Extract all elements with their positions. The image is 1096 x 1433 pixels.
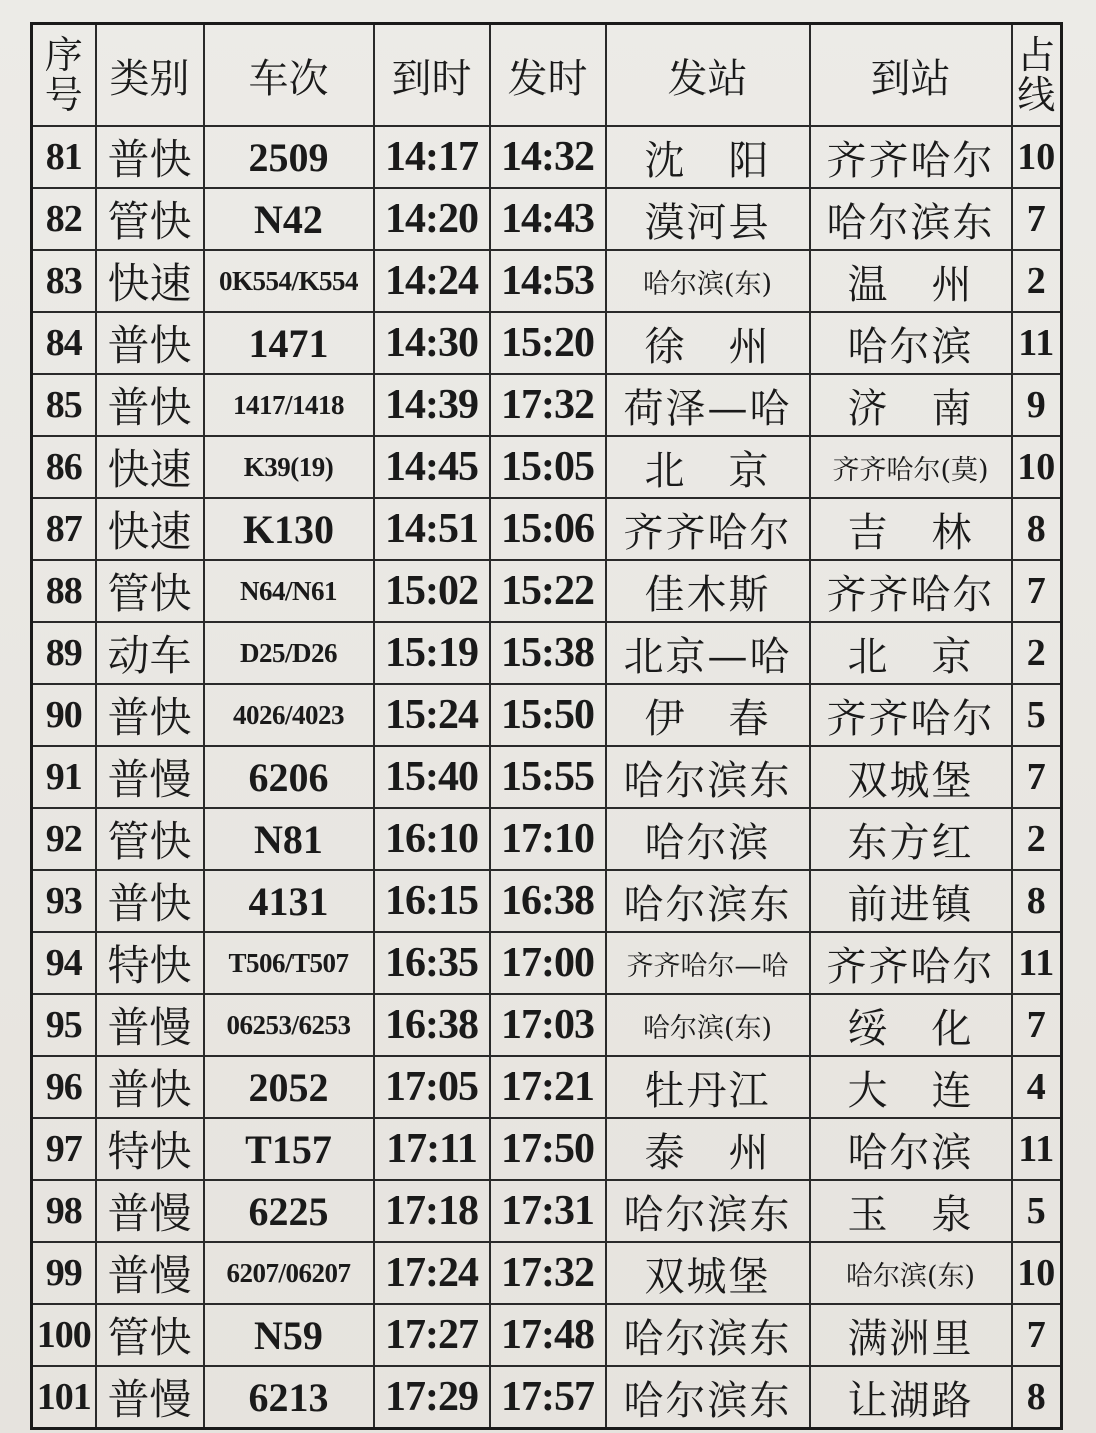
table-row <box>32 374 1062 436</box>
cell-platform: 4 <box>1012 1056 1062 1118</box>
cell-to: 哈尔滨 <box>810 312 1012 374</box>
cell-depart: 15:06 <box>490 498 606 560</box>
cell-train: T506/T507 <box>204 932 374 994</box>
cell-train: T157 <box>204 1118 374 1180</box>
cell-from: 荷泽—哈 <box>606 374 810 436</box>
table-row <box>32 436 1062 498</box>
cell-category: 普慢 <box>96 1242 204 1304</box>
cell-arrive: 14:20 <box>374 188 490 250</box>
cell-arrive: 14:24 <box>374 250 490 312</box>
table-row <box>32 1180 1062 1242</box>
cell-to: 齐齐哈尔 <box>810 126 1012 188</box>
table-header <box>32 24 1062 127</box>
cell-from: 沈 阳 <box>606 126 810 188</box>
cell-train: 06253/6253 <box>204 994 374 1056</box>
cell-train: 6206 <box>204 746 374 808</box>
cell-seq: 95 <box>32 994 96 1056</box>
cell-depart: 17:50 <box>490 1118 606 1180</box>
cell-from: 哈尔滨东 <box>606 870 810 932</box>
cell-category: 普快 <box>96 870 204 932</box>
cell-seq: 86 <box>32 436 96 498</box>
train-timetable <box>30 22 1063 1430</box>
cell-depart: 17:32 <box>490 1242 606 1304</box>
cell-seq: 81 <box>32 126 96 188</box>
cell-platform: 2 <box>1012 622 1062 684</box>
cell-from: 佳木斯 <box>606 560 810 622</box>
cell-from: 齐齐哈尔—哈 <box>606 932 810 994</box>
table-row <box>32 1056 1062 1118</box>
cell-to: 济 南 <box>810 374 1012 436</box>
cell-train: K130 <box>204 498 374 560</box>
cell-to: 齐齐哈尔(莫) <box>810 436 1012 498</box>
cell-train: 2509 <box>204 126 374 188</box>
cell-arrive: 17:05 <box>374 1056 490 1118</box>
cell-depart: 17:32 <box>490 374 606 436</box>
cell-train: 0K554/K554 <box>204 250 374 312</box>
cell-arrive: 14:39 <box>374 374 490 436</box>
cell-depart: 14:43 <box>490 188 606 250</box>
cell-depart: 16:38 <box>490 870 606 932</box>
cell-platform: 5 <box>1012 1180 1062 1242</box>
cell-seq: 93 <box>32 870 96 932</box>
cell-platform: 7 <box>1012 560 1062 622</box>
cell-seq: 97 <box>32 1118 96 1180</box>
cell-platform: 7 <box>1012 1304 1062 1366</box>
cell-depart: 15:38 <box>490 622 606 684</box>
cell-category: 动车 <box>96 622 204 684</box>
cell-seq: 90 <box>32 684 96 746</box>
cell-depart: 17:10 <box>490 808 606 870</box>
cell-arrive: 14:45 <box>374 436 490 498</box>
cell-arrive: 14:17 <box>374 126 490 188</box>
cell-to: 让湖路 <box>810 1366 1012 1429</box>
cell-category: 普慢 <box>96 1180 204 1242</box>
cell-arrive: 17:11 <box>374 1118 490 1180</box>
cell-depart: 15:50 <box>490 684 606 746</box>
table-row <box>32 560 1062 622</box>
table-row <box>32 932 1062 994</box>
cell-platform: 2 <box>1012 250 1062 312</box>
cell-category: 普慢 <box>96 746 204 808</box>
cell-to: 哈尔滨 <box>810 1118 1012 1180</box>
cell-platform: 11 <box>1012 312 1062 374</box>
cell-platform: 10 <box>1012 436 1062 498</box>
cell-train: N64/N61 <box>204 560 374 622</box>
cell-arrive: 15:02 <box>374 560 490 622</box>
cell-arrive: 14:30 <box>374 312 490 374</box>
table-row <box>32 870 1062 932</box>
cell-seq: 91 <box>32 746 96 808</box>
table-row <box>32 684 1062 746</box>
cell-train: 4131 <box>204 870 374 932</box>
cell-category: 普快 <box>96 126 204 188</box>
header-seq: 序号 <box>32 24 96 127</box>
cell-seq: 87 <box>32 498 96 560</box>
cell-arrive: 15:19 <box>374 622 490 684</box>
cell-category: 普快 <box>96 1056 204 1118</box>
cell-from: 牡丹江 <box>606 1056 810 1118</box>
cell-train: 1417/1418 <box>204 374 374 436</box>
cell-train: D25/D26 <box>204 622 374 684</box>
cell-category: 快速 <box>96 498 204 560</box>
cell-from: 哈尔滨东 <box>606 1304 810 1366</box>
table-row <box>32 250 1062 312</box>
cell-platform: 5 <box>1012 684 1062 746</box>
cell-arrive: 15:40 <box>374 746 490 808</box>
cell-to: 哈尔滨(东) <box>810 1242 1012 1304</box>
cell-to: 齐齐哈尔 <box>810 932 1012 994</box>
cell-category: 普快 <box>96 374 204 436</box>
cell-to: 温 州 <box>810 250 1012 312</box>
cell-platform: 11 <box>1012 1118 1062 1180</box>
cell-category: 管快 <box>96 808 204 870</box>
header-arrive: 到时 <box>374 24 490 127</box>
cell-depart: 15:05 <box>490 436 606 498</box>
cell-arrive: 15:24 <box>374 684 490 746</box>
cell-seq: 98 <box>32 1180 96 1242</box>
cell-arrive: 16:38 <box>374 994 490 1056</box>
header-platform: 占线 <box>1012 24 1062 127</box>
cell-from: 北 京 <box>606 436 810 498</box>
cell-category: 普快 <box>96 684 204 746</box>
table-row <box>32 1242 1062 1304</box>
cell-from: 哈尔滨 <box>606 808 810 870</box>
cell-from: 齐齐哈尔 <box>606 498 810 560</box>
cell-from: 漠河县 <box>606 188 810 250</box>
cell-from: 泰 州 <box>606 1118 810 1180</box>
cell-arrive: 17:18 <box>374 1180 490 1242</box>
cell-train: 6207/06207 <box>204 1242 374 1304</box>
cell-category: 普慢 <box>96 1366 204 1429</box>
table-row <box>32 1118 1062 1180</box>
cell-platform: 9 <box>1012 374 1062 436</box>
cell-platform: 10 <box>1012 126 1062 188</box>
cell-arrive: 16:10 <box>374 808 490 870</box>
cell-train: 1471 <box>204 312 374 374</box>
cell-seq: 96 <box>32 1056 96 1118</box>
cell-seq: 101 <box>32 1366 96 1429</box>
cell-train: 6213 <box>204 1366 374 1429</box>
cell-from: 徐 州 <box>606 312 810 374</box>
table-row <box>32 808 1062 870</box>
cell-to: 东方红 <box>810 808 1012 870</box>
cell-depart: 17:57 <box>490 1366 606 1429</box>
cell-from: 哈尔滨东 <box>606 1366 810 1429</box>
cell-seq: 99 <box>32 1242 96 1304</box>
cell-to: 双城堡 <box>810 746 1012 808</box>
header-train: 车次 <box>204 24 374 127</box>
header-row <box>32 24 1062 127</box>
cell-depart: 14:53 <box>490 250 606 312</box>
cell-depart: 17:00 <box>490 932 606 994</box>
table-row <box>32 498 1062 560</box>
cell-seq: 83 <box>32 250 96 312</box>
cell-depart: 17:03 <box>490 994 606 1056</box>
cell-platform: 10 <box>1012 1242 1062 1304</box>
cell-from: 哈尔滨东 <box>606 1180 810 1242</box>
cell-seq: 88 <box>32 560 96 622</box>
cell-category: 管快 <box>96 1304 204 1366</box>
cell-arrive: 14:51 <box>374 498 490 560</box>
cell-depart: 15:22 <box>490 560 606 622</box>
table-row <box>32 746 1062 808</box>
cell-platform: 11 <box>1012 932 1062 994</box>
cell-to: 大 连 <box>810 1056 1012 1118</box>
cell-from: 伊 春 <box>606 684 810 746</box>
table-row <box>32 994 1062 1056</box>
cell-to: 齐齐哈尔 <box>810 560 1012 622</box>
cell-train: 6225 <box>204 1180 374 1242</box>
cell-to: 绥 化 <box>810 994 1012 1056</box>
cell-to: 北 京 <box>810 622 1012 684</box>
cell-category: 快速 <box>96 250 204 312</box>
table-row <box>32 126 1062 188</box>
cell-category: 管快 <box>96 560 204 622</box>
cell-seq: 94 <box>32 932 96 994</box>
cell-depart: 14:32 <box>490 126 606 188</box>
table-row <box>32 312 1062 374</box>
cell-platform: 8 <box>1012 1366 1062 1429</box>
cell-category: 管快 <box>96 188 204 250</box>
table-row <box>32 1366 1062 1429</box>
cell-category: 特快 <box>96 932 204 994</box>
cell-depart: 17:48 <box>490 1304 606 1366</box>
table-row <box>32 188 1062 250</box>
cell-arrive: 17:27 <box>374 1304 490 1366</box>
cell-train: 4026/4023 <box>204 684 374 746</box>
cell-to: 前进镇 <box>810 870 1012 932</box>
cell-from: 哈尔滨东 <box>606 746 810 808</box>
cell-arrive: 16:15 <box>374 870 490 932</box>
header-depart: 发时 <box>490 24 606 127</box>
cell-to: 齐齐哈尔 <box>810 684 1012 746</box>
cell-seq: 100 <box>32 1304 96 1366</box>
cell-from: 哈尔滨(东) <box>606 250 810 312</box>
cell-arrive: 16:35 <box>374 932 490 994</box>
cell-train: N81 <box>204 808 374 870</box>
header-to: 到站 <box>810 24 1012 127</box>
cell-seq: 92 <box>32 808 96 870</box>
cell-category: 普慢 <box>96 994 204 1056</box>
header-category: 类别 <box>96 24 204 127</box>
cell-from: 哈尔滨(东) <box>606 994 810 1056</box>
cell-train: N42 <box>204 188 374 250</box>
cell-platform: 7 <box>1012 188 1062 250</box>
cell-seq: 82 <box>32 188 96 250</box>
cell-category: 特快 <box>96 1118 204 1180</box>
cell-platform: 7 <box>1012 994 1062 1056</box>
cell-depart: 15:55 <box>490 746 606 808</box>
cell-to: 哈尔滨东 <box>810 188 1012 250</box>
cell-seq: 84 <box>32 312 96 374</box>
cell-from: 双城堡 <box>606 1242 810 1304</box>
cell-arrive: 17:29 <box>374 1366 490 1429</box>
cell-depart: 17:21 <box>490 1056 606 1118</box>
cell-train: 2052 <box>204 1056 374 1118</box>
cell-to: 吉 林 <box>810 498 1012 560</box>
cell-to: 满洲里 <box>810 1304 1012 1366</box>
cell-platform: 8 <box>1012 498 1062 560</box>
table-row <box>32 1304 1062 1366</box>
cell-arrive: 17:24 <box>374 1242 490 1304</box>
cell-platform: 7 <box>1012 746 1062 808</box>
cell-from: 北京—哈 <box>606 622 810 684</box>
cell-to: 玉 泉 <box>810 1180 1012 1242</box>
header-from: 发站 <box>606 24 810 127</box>
table-body <box>32 126 1062 1429</box>
cell-seq: 85 <box>32 374 96 436</box>
cell-seq: 89 <box>32 622 96 684</box>
cell-depart: 15:20 <box>490 312 606 374</box>
cell-category: 普快 <box>96 312 204 374</box>
cell-platform: 2 <box>1012 808 1062 870</box>
cell-category: 快速 <box>96 436 204 498</box>
cell-train: K39(19) <box>204 436 374 498</box>
cell-platform: 8 <box>1012 870 1062 932</box>
table-row <box>32 622 1062 684</box>
cell-depart: 17:31 <box>490 1180 606 1242</box>
cell-train: N59 <box>204 1304 374 1366</box>
